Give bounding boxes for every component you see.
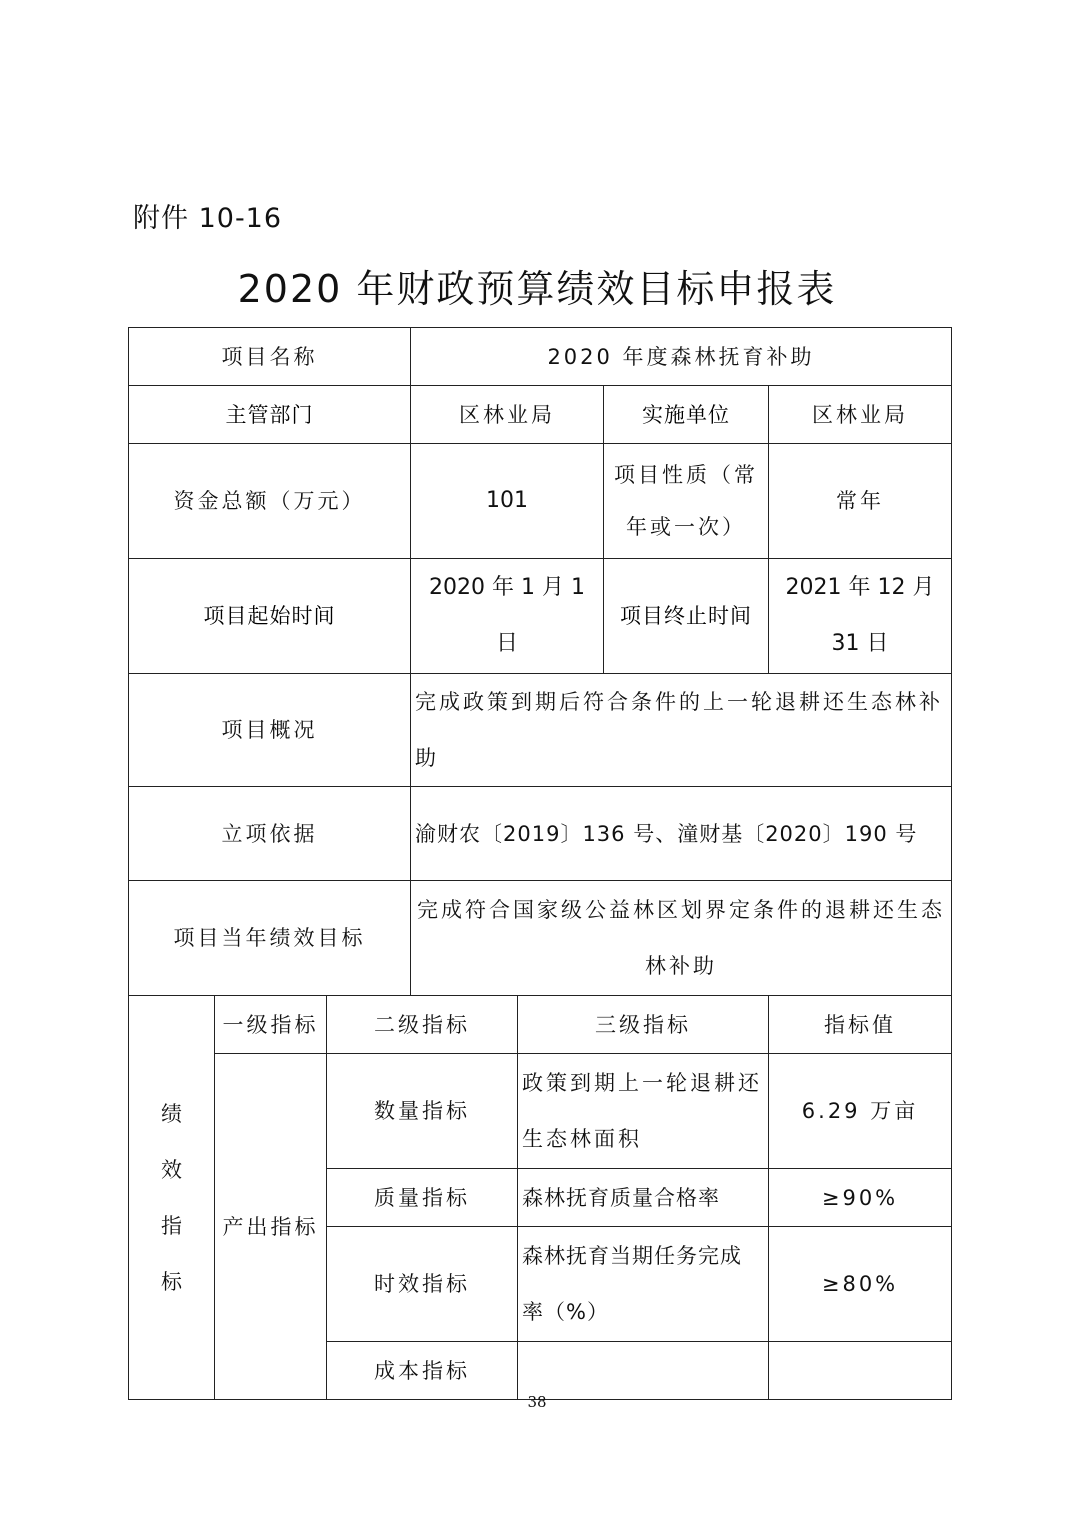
- goal-label: 项目当年绩效目标: [129, 881, 411, 996]
- overview-label: 项目概况: [129, 674, 411, 787]
- project-name-label: 项目名称: [129, 328, 411, 386]
- header-level2: 二级指标: [327, 996, 518, 1054]
- indicator-level2: 质量指标: [327, 1169, 518, 1227]
- indicator-level3: [518, 1342, 769, 1400]
- header-level3: 三级指标: [518, 996, 769, 1054]
- start-time-value: 2020 年 1 月 1 日: [411, 559, 604, 674]
- impl-unit-value: 区林业局: [769, 386, 952, 444]
- level1-output: 产出指标: [215, 1054, 327, 1400]
- budget-target-table: [128, 327, 952, 1400]
- overview-value: 完成政策到期后符合条件的上一轮退耕还生态林补助: [411, 674, 952, 787]
- indicator-value: 6.29 万亩: [769, 1054, 952, 1169]
- funds-label: 资金总额（万元）: [129, 444, 411, 559]
- attachment-label: 附件 10-16: [133, 203, 283, 234]
- indicator-level3: 政策到期上一轮退耕还生态林面积: [518, 1054, 769, 1169]
- nature-value: 常年: [769, 444, 952, 559]
- end-time-value: 2021 年 12 月 31 日: [769, 559, 952, 674]
- page-title: 2020 年财政预算绩效目标申报表: [237, 267, 837, 311]
- project-name-value: 2020 年度森林抚育补助: [411, 328, 952, 386]
- indicator-value: ≥80%: [769, 1227, 952, 1342]
- basis-label: 立项依据: [129, 787, 411, 881]
- performance-indicator-section: 绩 效 指 标: [129, 996, 215, 1400]
- indicator-value: [769, 1342, 952, 1400]
- nature-label: 项目性质（常年或一次）: [604, 444, 769, 559]
- indicator-value: ≥90%: [769, 1169, 952, 1227]
- indicator-level3: 森林抚育当期任务完成率（%）: [518, 1227, 769, 1342]
- indicator-level2: 数量指标: [327, 1054, 518, 1169]
- end-time-label: 项目终止时间: [604, 559, 769, 674]
- start-time-label: 项目起始时间: [129, 559, 411, 674]
- page-number: 38: [527, 1393, 547, 1411]
- impl-unit-label: 实施单位: [604, 386, 769, 444]
- basis-value: 渝财农〔2019〕136 号、潼财基〔2020〕190 号: [411, 787, 952, 881]
- department-label: 主管部门: [129, 386, 411, 444]
- indicator-level2: 成本指标: [327, 1342, 518, 1400]
- header-level1: 一级指标: [215, 996, 327, 1054]
- header-value: 指标值: [769, 996, 952, 1054]
- indicator-level2: 时效指标: [327, 1227, 518, 1342]
- department-value: 区林业局: [411, 386, 604, 444]
- funds-value: 101: [411, 444, 604, 559]
- indicator-level3: 森林抚育质量合格率: [518, 1169, 769, 1227]
- goal-value: 完成符合国家级公益林区划界定条件的退耕还生态林补助: [411, 881, 952, 996]
